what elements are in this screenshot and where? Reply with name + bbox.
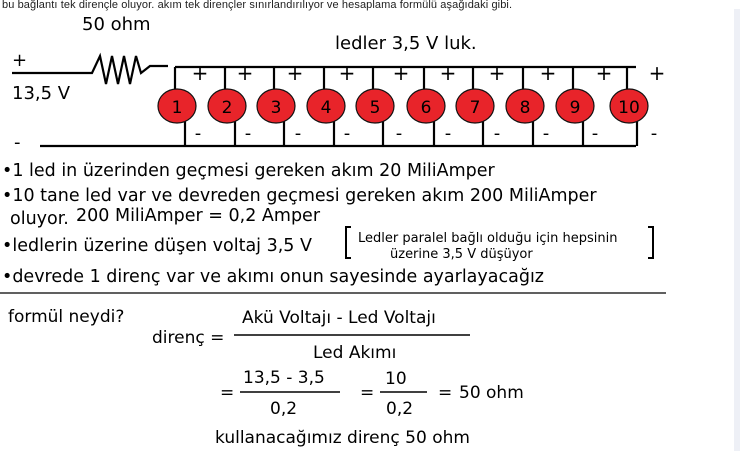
led-plus-sign: + (648, 61, 666, 85)
led-minus-sign: - (294, 123, 302, 144)
led-9 (556, 89, 594, 123)
formula-numerator: Akü Voltajı - Led Voltajı (242, 308, 436, 328)
led-minus-sign: - (650, 123, 658, 144)
led-10 (610, 89, 648, 123)
led-6 (407, 89, 445, 123)
led-minus-sign: - (395, 123, 403, 144)
equals-2: = (360, 383, 375, 403)
led-number: 5 (369, 98, 381, 118)
led-plus-sign: + (338, 61, 356, 85)
fraction-2-numerator: 10 (385, 369, 407, 389)
fraction-1-numerator: 13,5 - 3,5 (243, 368, 325, 388)
led-7 (456, 89, 494, 123)
minus-sign-row (195, 123, 658, 144)
bracket-note-line2: üzerine 3,5 V düşüyor (390, 247, 533, 262)
fraction-2-denominator: 0,2 (386, 399, 414, 419)
led-plus-sign: + (191, 61, 209, 85)
led-number: 4 (320, 98, 332, 118)
led-number: 10 (618, 98, 640, 118)
source-plus: + (12, 50, 28, 71)
led-minus-sign: - (493, 123, 501, 144)
bullet-list (2, 161, 597, 287)
bracket-note (346, 227, 653, 262)
formula-question: formül neydi? (8, 307, 125, 327)
source-voltage: 13,5 V (12, 83, 71, 104)
led-2 (208, 89, 246, 123)
bullet-3: •ledlerin üzerine düşen voltaj 3,5 V (2, 236, 312, 256)
bullet-2: •10 tane led var ve devreden geçmesi gereken akım 200 MiliAmper (2, 186, 597, 206)
formula-lhs: direnç = (152, 328, 225, 348)
led-number: 3 (270, 98, 282, 118)
bullet-4: •devrede 1 direnç var ve akımı onun sayesinde ayarlayacağız (2, 267, 544, 287)
led-minus-sign: - (343, 123, 351, 144)
left-bracket (346, 227, 351, 258)
led-minus-sign: - (591, 123, 599, 144)
led-number: 2 (221, 98, 233, 118)
led-number: 6 (420, 98, 432, 118)
led-plus-sign: + (236, 61, 254, 85)
right-bracket (648, 227, 653, 258)
source-minus: - (14, 132, 21, 153)
led-plus-sign: + (286, 61, 304, 85)
source-top-wire (12, 56, 168, 84)
top-caption: bu bağlantı tek dirençle oluyor. akım tek dirençler sınırlandırılıyor ve hesaplama formülü aşağıdaki gibi. (2, 0, 513, 11)
plus-sign-row (192, 61, 666, 85)
led-minus-sign: - (542, 123, 550, 144)
formula-block (8, 307, 524, 448)
led-plus-sign: + (392, 61, 410, 85)
bullet-2-cont-a: oluyor. (10, 209, 69, 229)
formula-denominator: Led Akımı (313, 343, 397, 363)
led-plus-sign: + (439, 61, 457, 85)
equals-1: = (220, 383, 235, 403)
led-array (158, 89, 648, 123)
led-number: 8 (519, 98, 531, 118)
led-plus-sign: + (488, 61, 506, 85)
led-number: 9 (569, 98, 581, 118)
led-number: 7 (469, 98, 481, 118)
bullet-2-cont-b: 200 MiliAmper = 0,2 Amper (76, 206, 321, 226)
led-5 (356, 89, 394, 123)
bracket-note-line1: Ledler paralel bağlı olduğu için hepsinin (358, 231, 618, 246)
led-4 (307, 89, 345, 123)
led-plus-sign: + (595, 61, 613, 85)
led-3 (257, 89, 295, 123)
formula-conclusion: kullanacağımız direnç 50 ohm (215, 428, 470, 448)
formula-result: 50 ohm (459, 383, 524, 403)
bullet-1: •1 led in üzerinden geçmesi gereken akım 20 MiliAmper (2, 161, 495, 181)
led-minus-sign: - (244, 123, 252, 144)
led-number: 1 (171, 98, 183, 118)
led-minus-sign: - (194, 123, 202, 144)
led-minus-sign: - (444, 123, 452, 144)
led-8 (506, 89, 544, 123)
leds-title: ledler 3,5 V luk. (335, 33, 477, 54)
equals-3: = (438, 383, 453, 403)
led-plus-sign: + (539, 61, 557, 85)
resistor-label: 50 ohm (82, 14, 151, 35)
led-1 (158, 89, 196, 123)
fraction-1-denominator: 0,2 (270, 399, 298, 419)
